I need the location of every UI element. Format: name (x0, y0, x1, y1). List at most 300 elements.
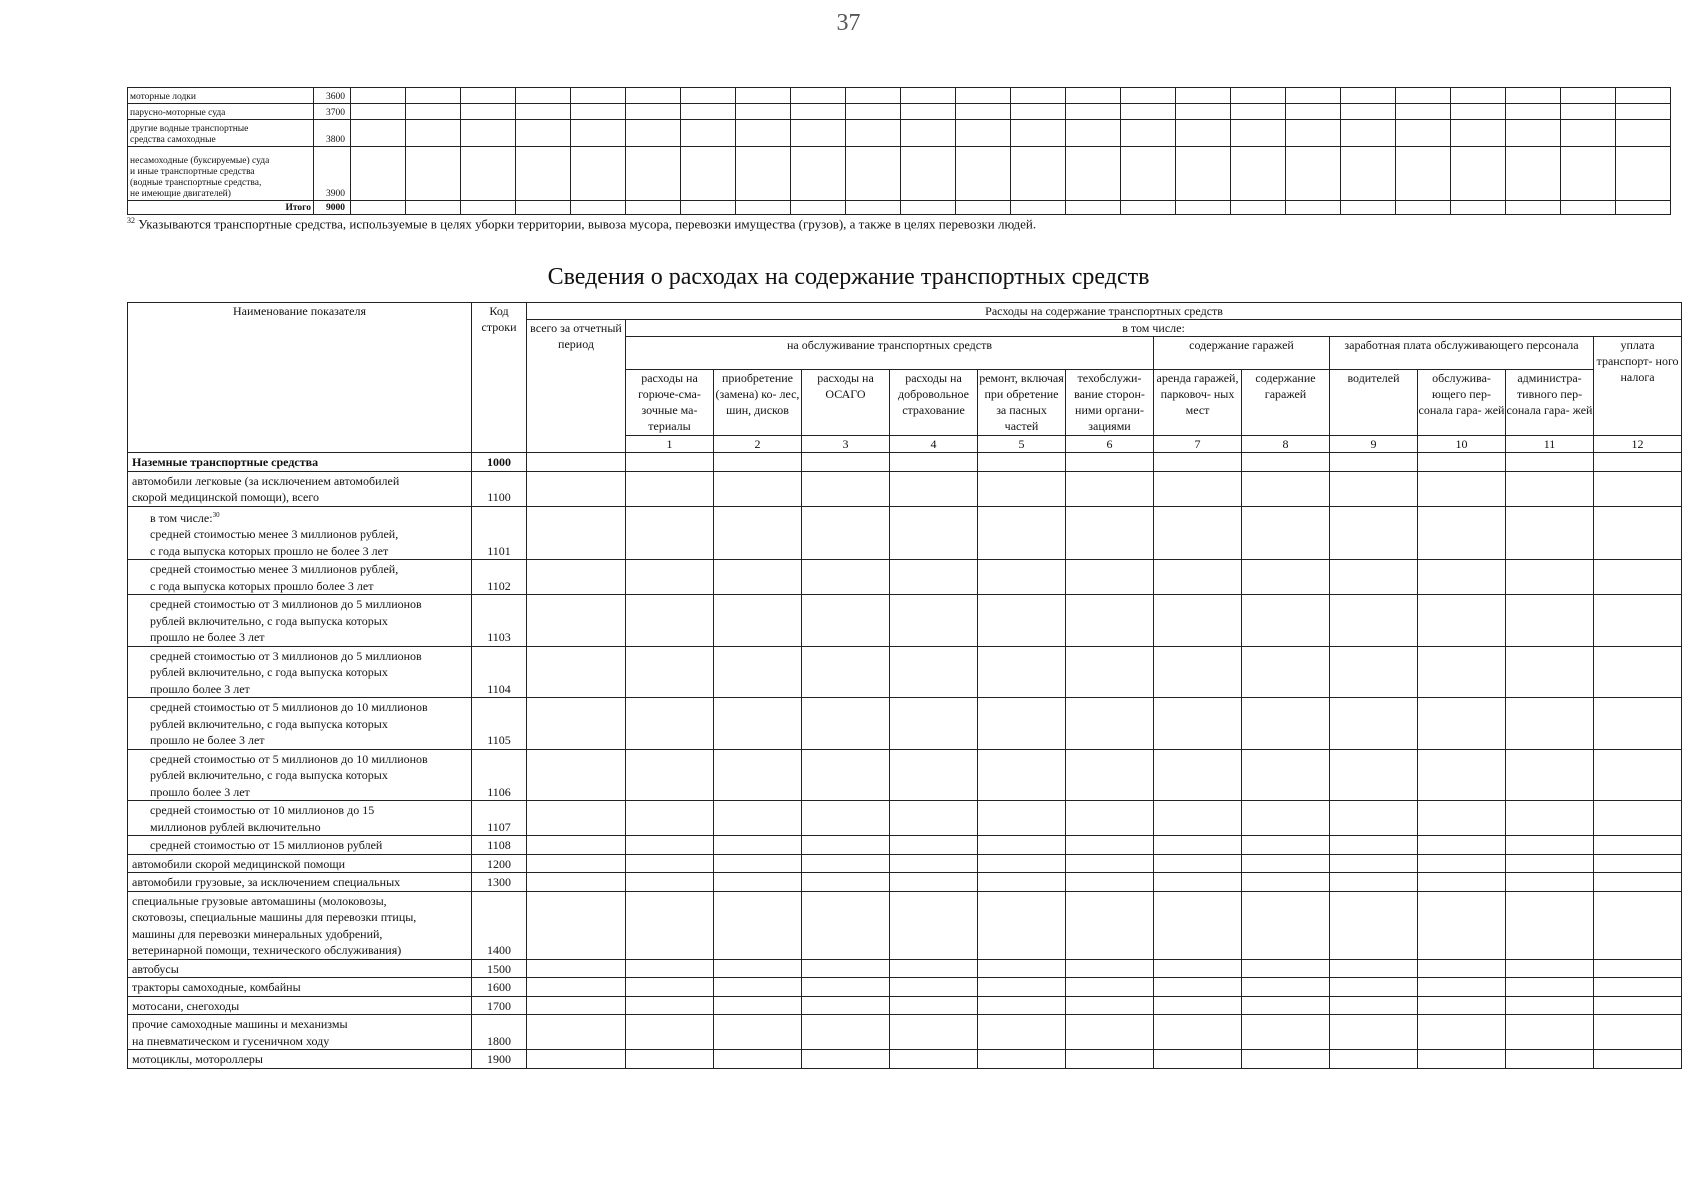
data-cell[interactable] (956, 147, 1011, 201)
data-cell[interactable] (1154, 595, 1242, 647)
data-cell[interactable] (1506, 1015, 1594, 1050)
data-cell[interactable] (1330, 749, 1418, 801)
data-cell[interactable] (571, 88, 626, 104)
data-cell[interactable] (1418, 595, 1506, 647)
data-cell[interactable] (1286, 147, 1341, 201)
data-cell[interactable] (1242, 996, 1330, 1015)
data-cell[interactable] (527, 471, 626, 506)
data-cell[interactable] (626, 1050, 714, 1069)
data-cell[interactable] (527, 506, 626, 560)
data-cell[interactable] (1506, 147, 1561, 201)
data-cell[interactable] (736, 104, 791, 120)
data-cell[interactable] (846, 147, 901, 201)
data-cell[interactable] (1121, 120, 1176, 147)
data-cell[interactable] (626, 506, 714, 560)
data-cell[interactable] (978, 1050, 1066, 1069)
data-cell[interactable] (802, 453, 890, 472)
data-cell[interactable] (1506, 801, 1594, 836)
data-cell[interactable] (681, 104, 736, 120)
data-cell[interactable] (1066, 147, 1121, 201)
data-cell[interactable] (351, 147, 406, 201)
data-cell[interactable] (626, 595, 714, 647)
data-cell[interactable] (1330, 471, 1418, 506)
data-cell[interactable] (890, 836, 978, 855)
data-cell[interactable] (1242, 471, 1330, 506)
data-cell[interactable] (461, 147, 516, 201)
data-cell[interactable] (1066, 88, 1121, 104)
data-cell[interactable] (802, 749, 890, 801)
data-cell[interactable] (714, 873, 802, 892)
data-cell[interactable] (681, 120, 736, 147)
data-cell[interactable] (901, 120, 956, 147)
data-cell[interactable] (1242, 1015, 1330, 1050)
data-cell[interactable] (1330, 854, 1418, 873)
data-cell[interactable] (1616, 120, 1671, 147)
data-cell[interactable] (1341, 120, 1396, 147)
data-cell[interactable] (1506, 646, 1594, 698)
data-cell[interactable] (1154, 959, 1242, 978)
data-cell[interactable] (956, 88, 1011, 104)
data-cell[interactable] (1066, 646, 1154, 698)
data-cell[interactable] (1594, 996, 1682, 1015)
data-cell[interactable] (626, 471, 714, 506)
data-cell[interactable] (1242, 978, 1330, 997)
data-cell[interactable] (461, 88, 516, 104)
data-cell[interactable] (1242, 854, 1330, 873)
data-cell[interactable] (1231, 88, 1286, 104)
data-cell[interactable] (406, 88, 461, 104)
data-cell[interactable] (978, 801, 1066, 836)
data-cell[interactable] (351, 88, 406, 104)
data-cell[interactable] (791, 147, 846, 201)
data-cell[interactable] (527, 1015, 626, 1050)
data-cell[interactable] (1286, 88, 1341, 104)
data-cell[interactable] (1330, 506, 1418, 560)
data-cell[interactable] (1418, 959, 1506, 978)
data-cell[interactable] (1418, 836, 1506, 855)
data-cell[interactable] (516, 147, 571, 201)
data-cell[interactable] (1594, 836, 1682, 855)
data-cell[interactable] (802, 996, 890, 1015)
data-cell[interactable] (890, 996, 978, 1015)
data-cell[interactable] (1418, 978, 1506, 997)
data-cell[interactable] (1506, 749, 1594, 801)
data-cell[interactable] (527, 595, 626, 647)
data-cell[interactable] (1396, 120, 1451, 147)
data-cell[interactable] (1594, 646, 1682, 698)
data-cell[interactable] (1506, 453, 1594, 472)
data-cell[interactable] (714, 891, 802, 959)
data-cell[interactable] (1242, 959, 1330, 978)
data-cell[interactable] (681, 147, 736, 201)
data-cell[interactable] (1154, 506, 1242, 560)
data-cell[interactable] (714, 996, 802, 1015)
data-cell[interactable] (1154, 836, 1242, 855)
data-cell[interactable] (890, 453, 978, 472)
data-cell[interactable] (802, 471, 890, 506)
data-cell[interactable] (626, 120, 681, 147)
data-cell[interactable] (890, 801, 978, 836)
data-cell[interactable] (802, 854, 890, 873)
data-cell[interactable] (1330, 836, 1418, 855)
data-cell[interactable] (1066, 959, 1154, 978)
data-cell[interactable] (1561, 147, 1616, 201)
data-cell[interactable] (626, 854, 714, 873)
data-cell[interactable] (1011, 88, 1066, 104)
data-cell[interactable] (791, 201, 846, 215)
data-cell[interactable] (1396, 88, 1451, 104)
data-cell[interactable] (978, 646, 1066, 698)
data-cell[interactable] (956, 201, 1011, 215)
data-cell[interactable] (1242, 891, 1330, 959)
data-cell[interactable] (1286, 104, 1341, 120)
data-cell[interactable] (626, 201, 681, 215)
data-cell[interactable] (1154, 698, 1242, 750)
data-cell[interactable] (1066, 201, 1121, 215)
data-cell[interactable] (978, 873, 1066, 892)
data-cell[interactable] (626, 749, 714, 801)
data-cell[interactable] (1066, 1015, 1154, 1050)
data-cell[interactable] (1154, 1050, 1242, 1069)
data-cell[interactable] (461, 120, 516, 147)
data-cell[interactable] (890, 891, 978, 959)
data-cell[interactable] (890, 1050, 978, 1069)
data-cell[interactable] (1066, 801, 1154, 836)
data-cell[interactable] (1594, 854, 1682, 873)
data-cell[interactable] (714, 978, 802, 997)
data-cell[interactable] (1418, 854, 1506, 873)
data-cell[interactable] (714, 506, 802, 560)
data-cell[interactable] (901, 104, 956, 120)
data-cell[interactable] (1066, 749, 1154, 801)
data-cell[interactable] (516, 201, 571, 215)
data-cell[interactable] (802, 959, 890, 978)
data-cell[interactable] (1418, 471, 1506, 506)
data-cell[interactable] (1594, 471, 1682, 506)
data-cell[interactable] (626, 646, 714, 698)
data-cell[interactable] (1616, 147, 1671, 201)
data-cell[interactable] (1121, 88, 1176, 104)
data-cell[interactable] (714, 646, 802, 698)
data-cell[interactable] (1330, 1050, 1418, 1069)
data-cell[interactable] (626, 978, 714, 997)
data-cell[interactable] (1341, 104, 1396, 120)
data-cell[interactable] (1418, 453, 1506, 472)
data-cell[interactable] (1506, 891, 1594, 959)
data-cell[interactable] (1242, 453, 1330, 472)
data-cell[interactable] (890, 854, 978, 873)
data-cell[interactable] (1154, 801, 1242, 836)
data-cell[interactable] (1330, 453, 1418, 472)
data-cell[interactable] (351, 120, 406, 147)
data-cell[interactable] (1594, 560, 1682, 595)
data-cell[interactable] (802, 595, 890, 647)
data-cell[interactable] (1231, 120, 1286, 147)
data-cell[interactable] (714, 801, 802, 836)
data-cell[interactable] (527, 996, 626, 1015)
data-cell[interactable] (890, 595, 978, 647)
data-cell[interactable] (1506, 595, 1594, 647)
data-cell[interactable] (1330, 801, 1418, 836)
data-cell[interactable] (1066, 891, 1154, 959)
data-cell[interactable] (1011, 120, 1066, 147)
data-cell[interactable] (1561, 104, 1616, 120)
data-cell[interactable] (1066, 698, 1154, 750)
data-cell[interactable] (1506, 104, 1561, 120)
data-cell[interactable] (1451, 88, 1506, 104)
data-cell[interactable] (1616, 201, 1671, 215)
data-cell[interactable] (1066, 471, 1154, 506)
data-cell[interactable] (1330, 646, 1418, 698)
data-cell[interactable] (1154, 471, 1242, 506)
data-cell[interactable] (978, 453, 1066, 472)
data-cell[interactable] (1242, 506, 1330, 560)
data-cell[interactable] (626, 698, 714, 750)
data-cell[interactable] (1066, 506, 1154, 560)
data-cell[interactable] (978, 854, 1066, 873)
data-cell[interactable] (1616, 88, 1671, 104)
data-cell[interactable] (1506, 1050, 1594, 1069)
data-cell[interactable] (1242, 560, 1330, 595)
data-cell[interactable] (1121, 104, 1176, 120)
data-cell[interactable] (1418, 560, 1506, 595)
data-cell[interactable] (1451, 201, 1506, 215)
data-cell[interactable] (846, 88, 901, 104)
data-cell[interactable] (571, 201, 626, 215)
data-cell[interactable] (978, 471, 1066, 506)
data-cell[interactable] (978, 959, 1066, 978)
data-cell[interactable] (1176, 104, 1231, 120)
data-cell[interactable] (956, 120, 1011, 147)
data-cell[interactable] (1242, 749, 1330, 801)
data-cell[interactable] (714, 749, 802, 801)
data-cell[interactable] (714, 1050, 802, 1069)
data-cell[interactable] (714, 698, 802, 750)
data-cell[interactable] (890, 646, 978, 698)
data-cell[interactable] (1341, 201, 1396, 215)
data-cell[interactable] (1154, 891, 1242, 959)
data-cell[interactable] (1561, 120, 1616, 147)
data-cell[interactable] (527, 801, 626, 836)
data-cell[interactable] (1286, 201, 1341, 215)
data-cell[interactable] (890, 698, 978, 750)
data-cell[interactable] (527, 854, 626, 873)
data-cell[interactable] (1451, 104, 1506, 120)
data-cell[interactable] (527, 1050, 626, 1069)
data-cell[interactable] (1066, 836, 1154, 855)
data-cell[interactable] (1066, 1050, 1154, 1069)
data-cell[interactable] (626, 88, 681, 104)
data-cell[interactable] (571, 120, 626, 147)
data-cell[interactable] (1231, 147, 1286, 201)
data-cell[interactable] (1154, 996, 1242, 1015)
data-cell[interactable] (890, 873, 978, 892)
data-cell[interactable] (1242, 646, 1330, 698)
data-cell[interactable] (1011, 147, 1066, 201)
data-cell[interactable] (1154, 873, 1242, 892)
data-cell[interactable] (406, 104, 461, 120)
data-cell[interactable] (802, 506, 890, 560)
data-cell[interactable] (1330, 873, 1418, 892)
data-cell[interactable] (1242, 1050, 1330, 1069)
data-cell[interactable] (351, 201, 406, 215)
data-cell[interactable] (736, 201, 791, 215)
data-cell[interactable] (626, 836, 714, 855)
data-cell[interactable] (846, 104, 901, 120)
data-cell[interactable] (1594, 891, 1682, 959)
data-cell[interactable] (681, 88, 736, 104)
data-cell[interactable] (681, 201, 736, 215)
data-cell[interactable] (791, 120, 846, 147)
data-cell[interactable] (1396, 147, 1451, 201)
data-cell[interactable] (978, 560, 1066, 595)
data-cell[interactable] (890, 1015, 978, 1050)
data-cell[interactable] (406, 120, 461, 147)
data-cell[interactable] (626, 996, 714, 1015)
data-cell[interactable] (978, 996, 1066, 1015)
data-cell[interactable] (461, 104, 516, 120)
data-cell[interactable] (516, 88, 571, 104)
data-cell[interactable] (626, 891, 714, 959)
data-cell[interactable] (901, 147, 956, 201)
data-cell[interactable] (1330, 891, 1418, 959)
data-cell[interactable] (1066, 560, 1154, 595)
data-cell[interactable] (736, 147, 791, 201)
data-cell[interactable] (1594, 801, 1682, 836)
data-cell[interactable] (1506, 88, 1561, 104)
data-cell[interactable] (1066, 453, 1154, 472)
data-cell[interactable] (1011, 104, 1066, 120)
data-cell[interactable] (1330, 996, 1418, 1015)
data-cell[interactable] (626, 1015, 714, 1050)
data-cell[interactable] (1594, 698, 1682, 750)
data-cell[interactable] (890, 959, 978, 978)
data-cell[interactable] (1418, 506, 1506, 560)
data-cell[interactable] (1506, 506, 1594, 560)
data-cell[interactable] (1561, 201, 1616, 215)
data-cell[interactable] (736, 88, 791, 104)
data-cell[interactable] (978, 595, 1066, 647)
data-cell[interactable] (1418, 996, 1506, 1015)
data-cell[interactable] (1176, 147, 1231, 201)
data-cell[interactable] (527, 959, 626, 978)
data-cell[interactable] (1154, 978, 1242, 997)
data-cell[interactable] (1418, 646, 1506, 698)
data-cell[interactable] (1506, 836, 1594, 855)
data-cell[interactable] (714, 471, 802, 506)
data-cell[interactable] (1066, 120, 1121, 147)
data-cell[interactable] (802, 873, 890, 892)
data-cell[interactable] (527, 749, 626, 801)
data-cell[interactable] (1594, 1050, 1682, 1069)
data-cell[interactable] (626, 453, 714, 472)
data-cell[interactable] (1066, 854, 1154, 873)
data-cell[interactable] (1418, 1015, 1506, 1050)
data-cell[interactable] (1330, 560, 1418, 595)
data-cell[interactable] (461, 201, 516, 215)
data-cell[interactable] (1011, 201, 1066, 215)
data-cell[interactable] (791, 104, 846, 120)
data-cell[interactable] (978, 978, 1066, 997)
data-cell[interactable] (406, 201, 461, 215)
data-cell[interactable] (527, 698, 626, 750)
data-cell[interactable] (978, 891, 1066, 959)
data-cell[interactable] (527, 560, 626, 595)
data-cell[interactable] (1418, 873, 1506, 892)
data-cell[interactable] (978, 836, 1066, 855)
data-cell[interactable] (890, 749, 978, 801)
data-cell[interactable] (1330, 959, 1418, 978)
data-cell[interactable] (1594, 453, 1682, 472)
data-cell[interactable] (527, 891, 626, 959)
data-cell[interactable] (978, 749, 1066, 801)
data-cell[interactable] (406, 147, 461, 201)
data-cell[interactable] (1066, 104, 1121, 120)
data-cell[interactable] (890, 978, 978, 997)
data-cell[interactable] (1242, 595, 1330, 647)
data-cell[interactable] (802, 836, 890, 855)
data-cell[interactable] (1418, 698, 1506, 750)
data-cell[interactable] (626, 147, 681, 201)
data-cell[interactable] (1242, 801, 1330, 836)
data-cell[interactable] (978, 506, 1066, 560)
data-cell[interactable] (802, 646, 890, 698)
data-cell[interactable] (1341, 88, 1396, 104)
data-cell[interactable] (1506, 471, 1594, 506)
data-cell[interactable] (1066, 595, 1154, 647)
data-cell[interactable] (1418, 1050, 1506, 1069)
data-cell[interactable] (1121, 201, 1176, 215)
data-cell[interactable] (1506, 978, 1594, 997)
data-cell[interactable] (1616, 104, 1671, 120)
data-cell[interactable] (1561, 88, 1616, 104)
data-cell[interactable] (890, 471, 978, 506)
data-cell[interactable] (1330, 595, 1418, 647)
data-cell[interactable] (516, 120, 571, 147)
data-cell[interactable] (791, 88, 846, 104)
data-cell[interactable] (1154, 749, 1242, 801)
data-cell[interactable] (901, 201, 956, 215)
data-cell[interactable] (1506, 959, 1594, 978)
data-cell[interactable] (1154, 646, 1242, 698)
data-cell[interactable] (802, 698, 890, 750)
data-cell[interactable] (890, 560, 978, 595)
data-cell[interactable] (1286, 120, 1341, 147)
data-cell[interactable] (714, 595, 802, 647)
data-cell[interactable] (901, 88, 956, 104)
data-cell[interactable] (1231, 104, 1286, 120)
data-cell[interactable] (1154, 560, 1242, 595)
data-cell[interactable] (1242, 698, 1330, 750)
data-cell[interactable] (714, 560, 802, 595)
data-cell[interactable] (1506, 873, 1594, 892)
data-cell[interactable] (527, 453, 626, 472)
data-cell[interactable] (1121, 147, 1176, 201)
data-cell[interactable] (714, 836, 802, 855)
data-cell[interactable] (1242, 873, 1330, 892)
data-cell[interactable] (1154, 854, 1242, 873)
data-cell[interactable] (1242, 836, 1330, 855)
data-cell[interactable] (846, 120, 901, 147)
data-cell[interactable] (1341, 147, 1396, 201)
data-cell[interactable] (1176, 88, 1231, 104)
data-cell[interactable] (1330, 1015, 1418, 1050)
data-cell[interactable] (1451, 147, 1506, 201)
data-cell[interactable] (1506, 996, 1594, 1015)
data-cell[interactable] (1506, 698, 1594, 750)
data-cell[interactable] (802, 891, 890, 959)
data-cell[interactable] (978, 1015, 1066, 1050)
